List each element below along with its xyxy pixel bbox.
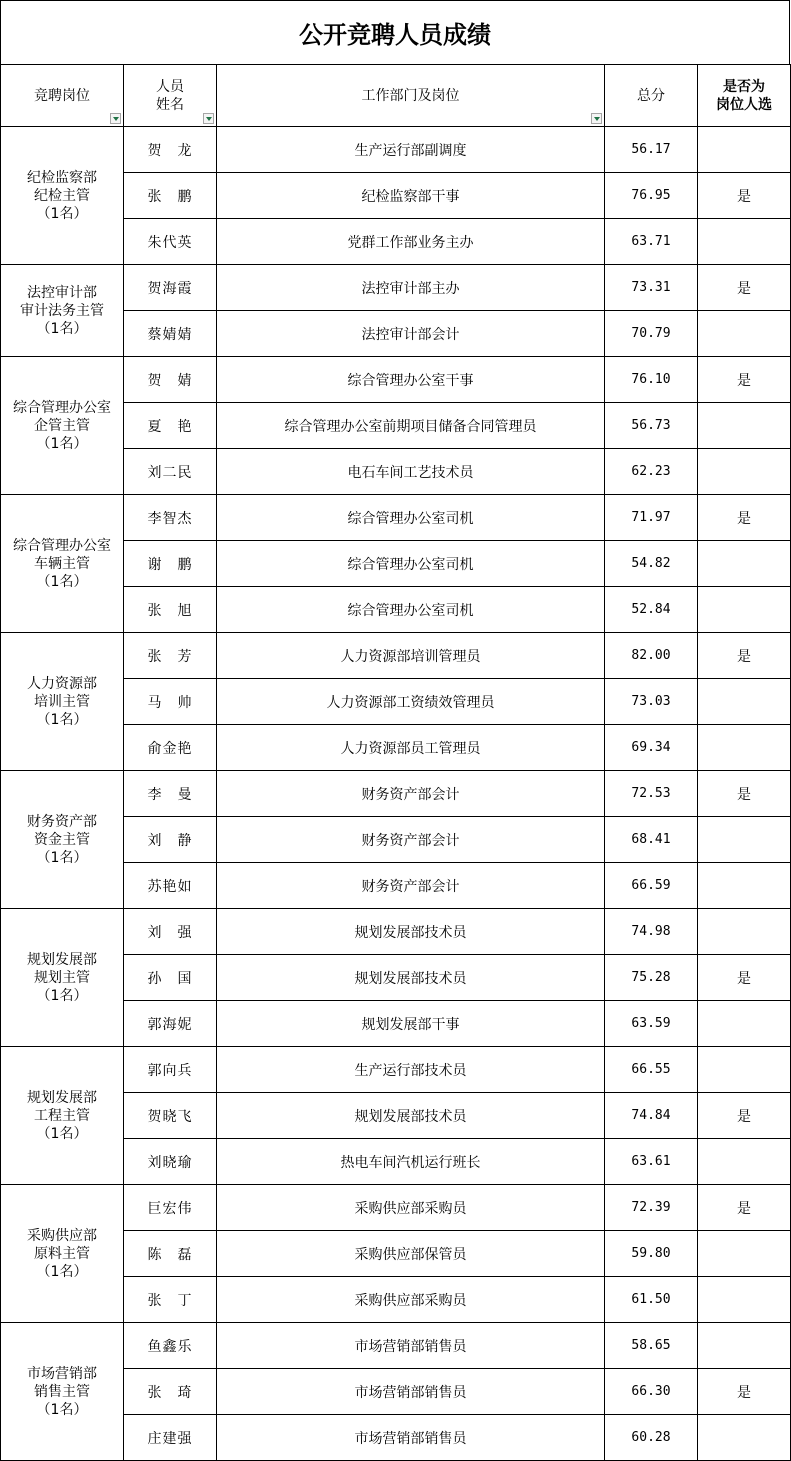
selected-cell[interactable]: 是 [698,265,791,311]
score-cell[interactable]: 68.41 [605,817,698,863]
selected-cell[interactable] [698,311,791,357]
selected-cell[interactable] [698,725,791,771]
dept-cell[interactable]: 法控审计部主办 [217,265,605,311]
score-cell[interactable]: 72.53 [605,771,698,817]
name-cell[interactable]: 孙 国 [124,955,217,1001]
selected-cell[interactable] [698,587,791,633]
selected-cell[interactable]: 是 [698,1185,791,1231]
selected-cell[interactable] [698,127,791,173]
score-cell[interactable]: 62.23 [605,449,698,495]
table-row [1,127,791,173]
score-cell[interactable]: 75.28 [605,955,698,1001]
position-line: （1名） [36,435,88,452]
header-selected-line2: 岗位人选 [716,96,772,113]
dept-cell[interactable]: 生产运行部技术员 [217,1047,605,1093]
position-line: （1名） [36,573,88,590]
position-cell[interactable] [1,127,124,265]
position-cell[interactable] [1,1323,124,1461]
dept-cell[interactable]: 生产运行部副调度 [217,127,605,173]
dept-cell[interactable]: 人力资源部培训管理员 [217,633,605,679]
name-cell[interactable]: 张 丁 [124,1277,217,1323]
selected-cell[interactable] [698,909,791,955]
score-cell[interactable]: 61.50 [605,1277,698,1323]
name-cell[interactable]: 鱼鑫乐 [124,1323,217,1369]
score-cell[interactable]: 60.28 [605,1415,698,1461]
filter-dropdown-icon[interactable] [110,113,121,124]
dept-cell[interactable]: 规划发展部干事 [217,1001,605,1047]
dept-cell[interactable]: 财务资产部会计 [217,771,605,817]
position-cell[interactable] [1,909,124,1047]
selected-cell[interactable] [698,449,791,495]
header-row [1,65,791,127]
score-cell[interactable]: 73.03 [605,679,698,725]
name-cell[interactable]: 俞金艳 [124,725,217,771]
table-row [1,1185,791,1231]
score-cell[interactable]: 54.82 [605,541,698,587]
dept-cell[interactable]: 法控审计部会计 [217,311,605,357]
selected-cell[interactable] [698,403,791,449]
dept-cell[interactable]: 人力资源部员工管理员 [217,725,605,771]
score-cell[interactable]: 71.97 [605,495,698,541]
position-line: 车辆主管 [34,555,90,572]
selected-cell[interactable] [698,863,791,909]
name-cell[interactable]: 李 曼 [124,771,217,817]
position-cell[interactable] [1,357,124,495]
dept-cell[interactable]: 电石车间工艺技术员 [217,449,605,495]
selected-cell[interactable] [698,1001,791,1047]
name-cell[interactable]: 贺晓飞 [124,1093,217,1139]
score-cell[interactable]: 63.71 [605,219,698,265]
dept-cell[interactable]: 纪检监察部干事 [217,173,605,219]
name-cell[interactable]: 贺 婧 [124,357,217,403]
score-cell[interactable]: 72.39 [605,1185,698,1231]
selected-cell[interactable] [698,1323,791,1369]
header-name [124,65,217,127]
dept-cell[interactable]: 规划发展部技术员 [217,955,605,1001]
name-cell[interactable]: 夏 艳 [124,403,217,449]
selected-cell[interactable] [698,1047,791,1093]
position-line: 销售主管 [34,1383,90,1400]
selected-cell[interactable] [698,541,791,587]
header-dept-label: 工作部门及岗位 [361,87,460,104]
header-dept [217,65,605,127]
score-cell[interactable]: 63.61 [605,1139,698,1185]
table-body [1,127,791,1461]
dept-cell[interactable]: 综合管理办公室干事 [217,357,605,403]
filter-dropdown-icon[interactable] [591,113,602,124]
score-cell[interactable]: 66.59 [605,863,698,909]
position-cell[interactable] [1,1185,124,1323]
selected-cell[interactable]: 是 [698,1369,791,1415]
table-row [1,1047,791,1093]
table-row [1,495,791,541]
results-table [0,64,791,1461]
name-cell[interactable]: 苏艳如 [124,863,217,909]
score-cell[interactable]: 82.00 [605,633,698,679]
header-position-label: 竞聘岗位 [34,87,90,104]
name-cell[interactable]: 刘二民 [124,449,217,495]
header-selected-line1: 是否为 [723,78,765,95]
position-line: 规划主管 [34,969,90,986]
header-name-line2: 姓名 [156,96,184,113]
header-position [1,65,124,127]
selected-cell[interactable]: 是 [698,357,791,403]
score-cell[interactable]: 74.84 [605,1093,698,1139]
name-cell[interactable]: 朱代英 [124,219,217,265]
score-cell[interactable]: 56.17 [605,127,698,173]
name-cell[interactable]: 李智杰 [124,495,217,541]
table-row [1,1323,791,1369]
score-cell[interactable]: 59.80 [605,1231,698,1277]
dept-cell[interactable]: 综合管理办公室司机 [217,495,605,541]
name-cell[interactable]: 张 旭 [124,587,217,633]
position-line: （1名） [36,205,88,222]
position-line: 纪检主管 [34,187,90,204]
position-line: 企管主管 [34,417,90,434]
score-cell[interactable]: 76.10 [605,357,698,403]
name-cell[interactable]: 贺海霞 [124,265,217,311]
score-cell[interactable]: 76.95 [605,173,698,219]
filter-dropdown-icon[interactable] [203,113,214,124]
position-line: （1名） [36,849,88,866]
header-score-label: 总分 [637,87,665,104]
name-cell[interactable]: 张 琦 [124,1369,217,1415]
position-line: （1名） [36,987,88,1004]
selected-cell[interactable]: 是 [698,1093,791,1139]
dept-cell[interactable]: 财务资产部会计 [217,863,605,909]
dept-cell[interactable]: 市场营销部销售员 [217,1323,605,1369]
position-cell[interactable] [1,495,124,633]
sheet-title: 公开竞聘人员成绩 [0,0,790,64]
selected-cell[interactable] [698,219,791,265]
name-cell[interactable]: 刘晓瑜 [124,1139,217,1185]
dept-cell[interactable]: 财务资产部会计 [217,817,605,863]
score-cell[interactable]: 74.98 [605,909,698,955]
dept-cell[interactable]: 采购供应部采购员 [217,1277,605,1323]
score-cell[interactable]: 58.65 [605,1323,698,1369]
dept-cell[interactable]: 规划发展部技术员 [217,1093,605,1139]
selected-cell[interactable] [698,817,791,863]
name-cell[interactable]: 蔡婧婧 [124,311,217,357]
header-score [605,65,698,127]
dept-cell[interactable]: 综合管理办公室司机 [217,541,605,587]
name-cell[interactable]: 巨宏伟 [124,1185,217,1231]
name-cell[interactable]: 郭向兵 [124,1047,217,1093]
dept-cell[interactable]: 综合管理办公室前期项目储备合同管理员 [217,403,605,449]
selected-cell[interactable]: 是 [698,173,791,219]
position-line: 法控审计部 [27,284,97,301]
position-cell[interactable] [1,633,124,771]
position-cell[interactable] [1,1047,124,1185]
table-row [1,357,791,403]
name-cell[interactable]: 刘 强 [124,909,217,955]
score-cell[interactable]: 56.73 [605,403,698,449]
position-line: （1名） [36,1263,88,1280]
table-row [1,265,791,311]
position-line: 规划发展部 [27,1089,97,1106]
name-cell[interactable]: 郭海妮 [124,1001,217,1047]
name-cell[interactable]: 贺 龙 [124,127,217,173]
dept-cell[interactable]: 党群工作部业务主办 [217,219,605,265]
position-line: （1名） [36,320,88,337]
position-line: 工程主管 [34,1107,90,1124]
score-cell[interactable]: 63.59 [605,1001,698,1047]
position-line: （1名） [36,711,88,728]
selected-cell[interactable] [698,1415,791,1461]
selected-cell[interactable]: 是 [698,495,791,541]
selected-cell[interactable]: 是 [698,955,791,1001]
name-cell[interactable]: 庄建强 [124,1415,217,1461]
position-cell[interactable] [1,771,124,909]
selected-cell[interactable] [698,679,791,725]
position-line: 人力资源部 [27,675,97,692]
position-line: 市场营销部 [27,1365,97,1382]
score-cell[interactable]: 66.30 [605,1369,698,1415]
dept-cell[interactable]: 综合管理办公室司机 [217,587,605,633]
position-line: 纪检监察部 [27,169,97,186]
name-cell[interactable]: 谢 鹏 [124,541,217,587]
position-line: 采购供应部 [27,1227,97,1244]
position-line: 审计法务主管 [20,302,104,319]
dept-cell[interactable]: 人力资源部工资绩效管理员 [217,679,605,725]
position-line: 综合管理办公室 [13,399,111,416]
dept-cell[interactable]: 市场营销部销售员 [217,1415,605,1461]
score-cell[interactable]: 70.79 [605,311,698,357]
position-line: 培训主管 [34,693,90,710]
selected-cell[interactable]: 是 [698,633,791,679]
header-name-line1: 人员 [156,78,184,95]
table-row [1,633,791,679]
position-line: 资金主管 [34,831,90,848]
table-row [1,909,791,955]
position-line: 规划发展部 [27,951,97,968]
name-cell[interactable]: 刘 静 [124,817,217,863]
dept-cell[interactable]: 采购供应部采购员 [217,1185,605,1231]
position-line: 综合管理办公室 [13,537,111,554]
name-cell[interactable]: 马 帅 [124,679,217,725]
score-cell[interactable]: 52.84 [605,587,698,633]
position-line: 原料主管 [34,1245,90,1262]
position-cell[interactable] [1,265,124,357]
dept-cell[interactable]: 规划发展部技术员 [217,909,605,955]
position-line: （1名） [36,1125,88,1142]
table-row [1,771,791,817]
selected-cell[interactable] [698,1277,791,1323]
name-cell[interactable]: 张 芳 [124,633,217,679]
dept-cell[interactable]: 采购供应部保管员 [217,1231,605,1277]
score-cell[interactable]: 69.34 [605,725,698,771]
position-line: （1名） [36,1401,88,1418]
dept-cell[interactable]: 热电车间汽机运行班长 [217,1139,605,1185]
header-selected [698,65,791,127]
selected-cell[interactable] [698,1231,791,1277]
score-cell[interactable]: 73.31 [605,265,698,311]
name-cell[interactable]: 陈 磊 [124,1231,217,1277]
position-line: 财务资产部 [27,813,97,830]
selected-cell[interactable]: 是 [698,771,791,817]
name-cell[interactable]: 张 鹏 [124,173,217,219]
dept-cell[interactable]: 市场营销部销售员 [217,1369,605,1415]
score-cell[interactable]: 66.55 [605,1047,698,1093]
selected-cell[interactable] [698,1139,791,1185]
